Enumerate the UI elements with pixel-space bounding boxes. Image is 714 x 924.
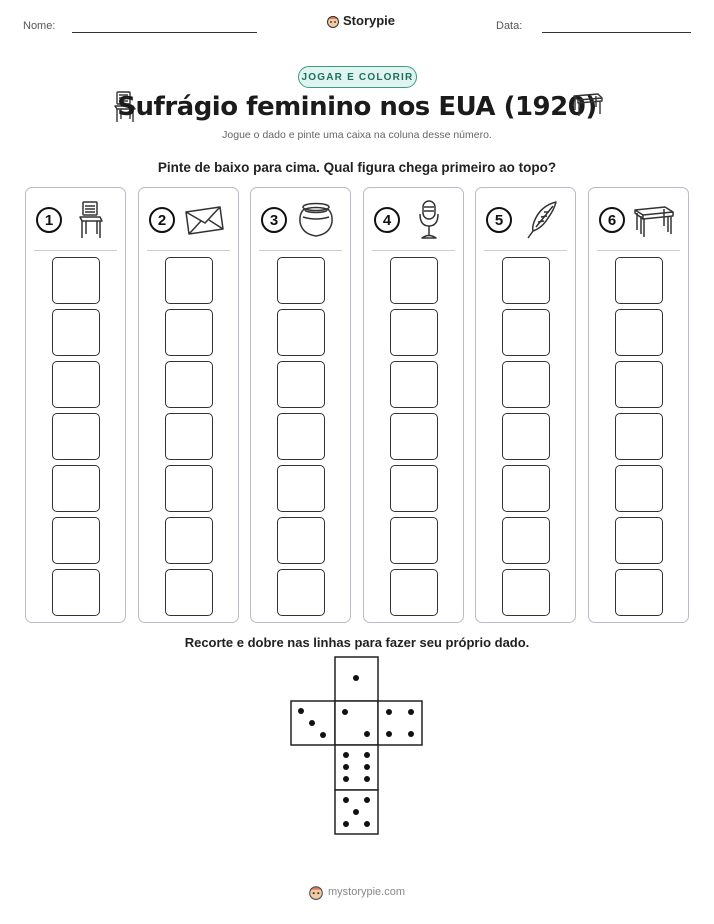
- die-face-4: [378, 701, 422, 745]
- column-header: [486, 200, 566, 240]
- color-box[interactable]: [390, 413, 438, 460]
- storypie-mascot-icon: [326, 14, 340, 28]
- die-pip: [408, 731, 414, 737]
- chair-icon: [70, 200, 112, 240]
- color-box[interactable]: [502, 361, 550, 408]
- brand-logo: [326, 13, 395, 28]
- die-pip: [298, 708, 304, 714]
- quill-icon: [520, 200, 562, 240]
- die-pip: [309, 720, 315, 726]
- die-pip: [343, 776, 349, 782]
- die-pip: [364, 764, 370, 770]
- table-icon: [633, 200, 675, 240]
- column-number: 3: [261, 207, 287, 233]
- color-box[interactable]: [615, 413, 663, 460]
- die-pip: [386, 731, 392, 737]
- column-number: 2: [149, 207, 175, 233]
- die-face-6: [335, 745, 378, 790]
- column-divider: [259, 250, 342, 251]
- column-header: [261, 200, 341, 240]
- color-box[interactable]: [52, 257, 100, 304]
- date-label: Data:: [496, 20, 523, 32]
- color-box[interactable]: [390, 517, 438, 564]
- storypie-mascot-icon: [308, 884, 324, 900]
- color-box[interactable]: [615, 361, 663, 408]
- column-4: [363, 187, 464, 623]
- die-pip: [343, 752, 349, 758]
- die-pip: [353, 675, 359, 681]
- die-pip: [408, 709, 414, 715]
- column-1: [25, 187, 126, 623]
- column-divider: [147, 250, 230, 251]
- color-box[interactable]: [277, 361, 325, 408]
- column-divider: [597, 250, 680, 251]
- column-number: 5: [486, 207, 512, 233]
- footer-url[interactable]: mystorypie.com: [328, 886, 406, 898]
- color-box[interactable]: [615, 257, 663, 304]
- column-header: [149, 200, 229, 240]
- activity-badge: JOGAR E COLORIR: [298, 66, 417, 88]
- column-5: [475, 187, 576, 623]
- color-box[interactable]: [52, 465, 100, 512]
- microphone-icon: [408, 200, 450, 240]
- color-box[interactable]: [165, 413, 213, 460]
- color-box[interactable]: [390, 465, 438, 512]
- die-pip: [364, 776, 370, 782]
- column-6: [588, 187, 689, 623]
- column-divider: [484, 250, 567, 251]
- color-box[interactable]: [277, 309, 325, 356]
- column-number: 4: [374, 207, 400, 233]
- color-box[interactable]: [502, 465, 550, 512]
- die-pip: [343, 764, 349, 770]
- die-face-2: [335, 701, 378, 745]
- die-pip: [386, 709, 392, 715]
- color-box[interactable]: [52, 309, 100, 356]
- pot-icon: [295, 200, 337, 240]
- column-number: 1: [36, 207, 62, 233]
- color-box[interactable]: [390, 361, 438, 408]
- color-box[interactable]: [502, 309, 550, 356]
- color-box[interactable]: [390, 309, 438, 356]
- column-2: [138, 187, 239, 623]
- cut-instruction: Recorte e dobre nas linhas para fazer seu próprio dado.: [184, 635, 530, 650]
- die-pip: [343, 797, 349, 803]
- envelope-icon: [183, 200, 225, 240]
- footer: [308, 884, 405, 900]
- color-box[interactable]: [615, 569, 663, 616]
- color-box[interactable]: [502, 517, 550, 564]
- die-pip: [353, 809, 359, 815]
- color-box[interactable]: [165, 361, 213, 408]
- color-box[interactable]: [165, 569, 213, 616]
- die-pip: [343, 821, 349, 827]
- color-box[interactable]: [52, 361, 100, 408]
- color-box[interactable]: [165, 257, 213, 304]
- page-subtitle: Jogue o dado e pinte uma caixa na coluna desse número.: [222, 129, 492, 141]
- column-divider: [34, 250, 117, 251]
- color-box[interactable]: [52, 569, 100, 616]
- color-box[interactable]: [52, 413, 100, 460]
- column-header: [599, 200, 679, 240]
- color-box[interactable]: [502, 257, 550, 304]
- color-box[interactable]: [615, 309, 663, 356]
- color-box[interactable]: [615, 465, 663, 512]
- die-pip: [364, 752, 370, 758]
- die-pip: [364, 731, 370, 737]
- color-box[interactable]: [165, 517, 213, 564]
- page-title: Sufrágio feminino nos EUA (1920): [117, 92, 597, 122]
- brand-name: Storypie: [343, 13, 396, 28]
- name-line[interactable]: [72, 32, 257, 33]
- die-net: [290, 656, 426, 836]
- color-box[interactable]: [390, 569, 438, 616]
- color-box[interactable]: [277, 257, 325, 304]
- color-box[interactable]: [390, 257, 438, 304]
- column-divider: [372, 250, 455, 251]
- color-box[interactable]: [165, 465, 213, 512]
- color-box[interactable]: [502, 413, 550, 460]
- die-pip: [320, 732, 326, 738]
- column-header: [374, 200, 454, 240]
- die-pip: [364, 797, 370, 803]
- die-pip: [364, 821, 370, 827]
- column-number: 6: [599, 207, 625, 233]
- instruction-text: Pinte de baixo para cima. Qual figura chega primeiro ao topo?: [157, 160, 557, 175]
- table-icon: [572, 92, 604, 118]
- column-3: [250, 187, 351, 623]
- color-box[interactable]: [277, 465, 325, 512]
- die-pip: [342, 709, 348, 715]
- color-box[interactable]: [502, 569, 550, 616]
- color-box[interactable]: [277, 517, 325, 564]
- color-box[interactable]: [615, 517, 663, 564]
- color-box[interactable]: [277, 413, 325, 460]
- color-box[interactable]: [277, 569, 325, 616]
- color-box[interactable]: [52, 517, 100, 564]
- column-header: [36, 200, 116, 240]
- color-box[interactable]: [165, 309, 213, 356]
- name-label: Nome:: [23, 20, 56, 32]
- date-line[interactable]: [542, 32, 691, 33]
